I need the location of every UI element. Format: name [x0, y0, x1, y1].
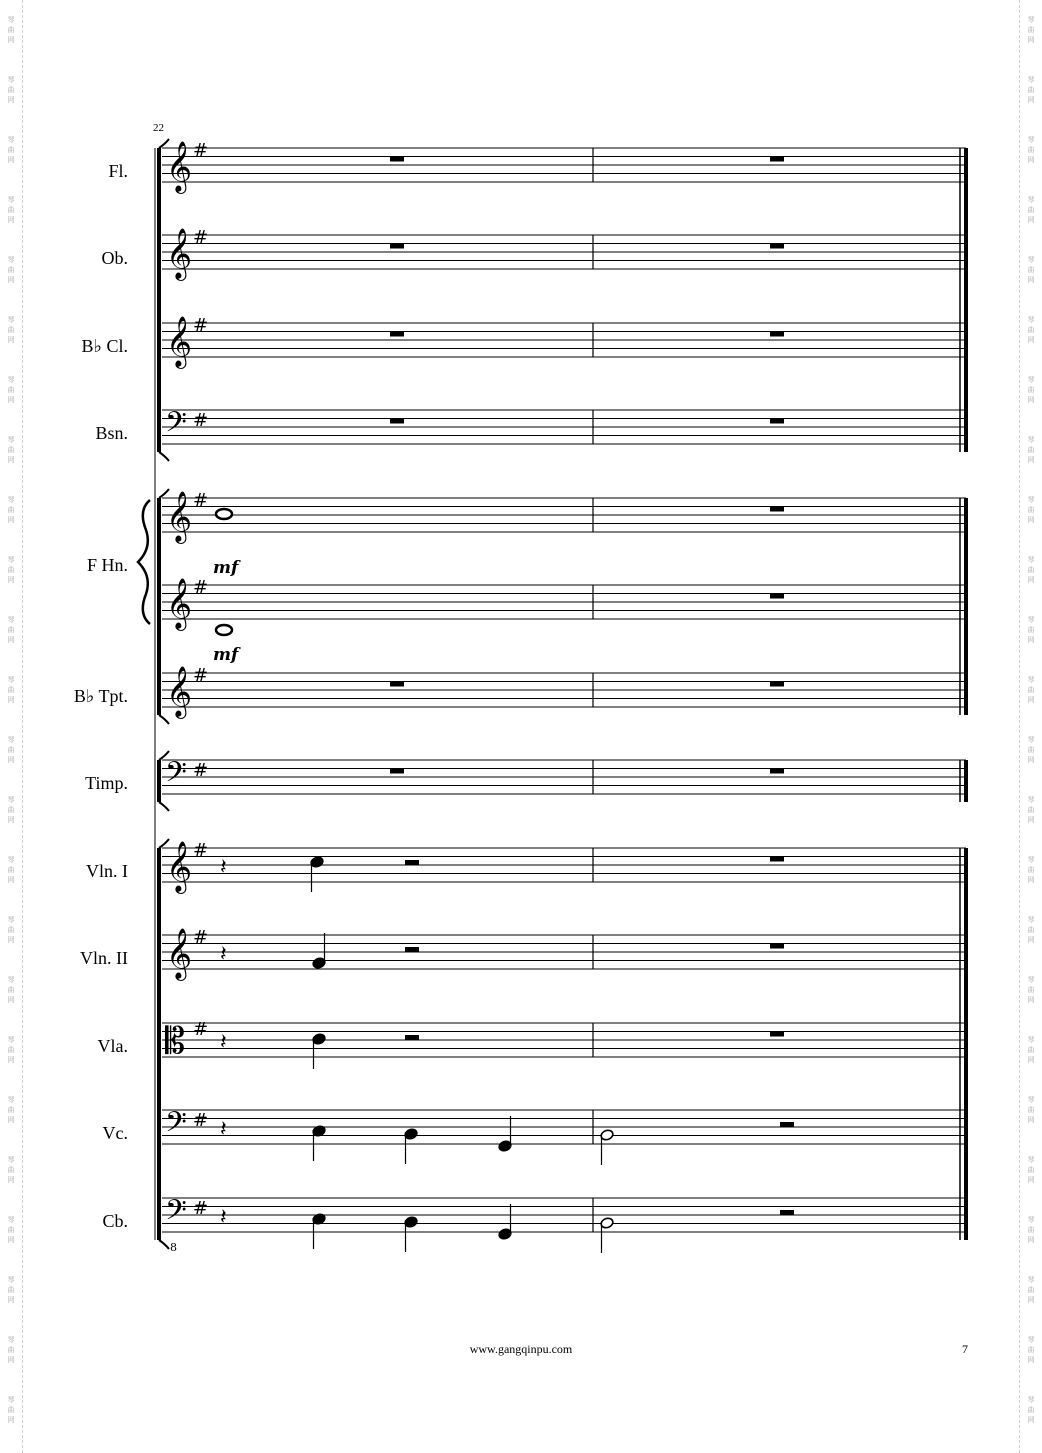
instrument-label-violin-2: Vln. II — [80, 948, 128, 968]
watermark-item: 琴 曲 网 — [7, 976, 15, 1004]
sharp-icon: # — [193, 1198, 209, 1219]
watermark-item: 琴 曲 网 — [7, 1156, 15, 1184]
sharp-icon: # — [193, 927, 209, 948]
watermark-item: 琴 曲 网 — [1027, 1276, 1035, 1304]
horn-brace — [138, 500, 150, 624]
watermark-item: 琴 曲 网 — [1027, 16, 1035, 44]
instrument-label-violin-1: Vln. I — [86, 861, 128, 881]
watermark-item: 琴 曲 网 — [7, 1276, 15, 1304]
watermark-item: 琴 曲 网 — [1027, 496, 1035, 524]
whole-rest — [770, 594, 784, 599]
instrument-label-timpani: Timp. — [85, 773, 128, 793]
horn-lower-whole-note — [216, 625, 232, 635]
half-rest — [780, 1210, 794, 1215]
quarter-rest-icon: 𝄽 — [220, 855, 227, 880]
whole-rest — [390, 244, 404, 249]
treble-clef-icon: 𝄞 — [166, 228, 193, 279]
watermark-item: 琴 曲 网 — [7, 736, 15, 764]
watermark-item: 琴 曲 网 — [7, 376, 15, 404]
timpani-bracket-hook — [159, 802, 169, 811]
watermark-item: 琴 曲 网 — [1027, 856, 1035, 884]
sharp-icon: # — [193, 577, 209, 598]
watermark-item: 琴 曲 网 — [1027, 1096, 1035, 1124]
woodwinds-bracket-hook — [159, 452, 169, 461]
watermark-item: 琴 曲 网 — [7, 556, 15, 584]
watermark-item: 琴 曲 网 — [7, 1396, 15, 1424]
watermark-item: 琴 曲 网 — [1027, 1216, 1035, 1244]
octave-marking: 8 — [170, 1241, 177, 1254]
whole-rest — [770, 419, 784, 424]
instrument-label-clarinet: B♭ Cl. — [81, 336, 128, 356]
sharp-icon: # — [193, 140, 209, 161]
strings-bracket-hook — [159, 1240, 169, 1249]
quarter-rest-icon: 𝄽 — [220, 1205, 227, 1230]
whole-rest — [770, 157, 784, 162]
watermark-item: 琴 曲 网 — [1027, 616, 1035, 644]
bass-clef-icon: 𝄢 — [165, 1106, 187, 1146]
watermark-item: 琴 曲 网 — [7, 856, 15, 884]
watermark-item: 琴 曲 网 — [1027, 256, 1035, 284]
watermark-item: 琴 曲 网 — [7, 616, 15, 644]
watermark-item: 琴 曲 网 — [7, 1216, 15, 1244]
sharp-icon: # — [193, 227, 209, 248]
whole-rest — [770, 857, 784, 862]
watermark-item: 琴 曲 网 — [7, 496, 15, 524]
watermark-item: 琴 曲 网 — [7, 1036, 15, 1064]
sharp-icon: # — [193, 1110, 209, 1131]
watermark-item: 琴 曲 网 — [1027, 436, 1035, 464]
treble-clef-icon: 𝄞 — [166, 841, 193, 892]
treble-clef-icon: 𝄞 — [166, 578, 193, 629]
sharp-icon: # — [193, 410, 209, 431]
whole-rest — [390, 682, 404, 687]
watermark-item: 琴 曲 网 — [1027, 556, 1035, 584]
instrument-label-viola: Vla. — [97, 1036, 128, 1056]
quarter-rest-icon: 𝄽 — [220, 1030, 227, 1055]
dynamic-mf-horn-upper: mf — [213, 558, 239, 578]
watermark-item: 琴 曲 网 — [7, 196, 15, 224]
watermark-item: 琴 曲 网 — [1027, 376, 1035, 404]
instrument-label-bassoon: Bsn. — [95, 423, 128, 443]
half-rest — [780, 1122, 794, 1127]
watermark-item: 琴 曲 网 — [7, 76, 15, 104]
bass-clef-icon: 𝄢 — [165, 406, 187, 446]
watermark-item: 琴 曲 网 — [1027, 1396, 1035, 1424]
watermark-item: 琴 曲 网 — [1027, 1036, 1035, 1064]
quarter-rest-icon: 𝄽 — [220, 942, 227, 967]
whole-rest — [770, 332, 784, 337]
watermark-item: 琴 曲 网 — [1027, 676, 1035, 704]
watermark-item: 琴 曲 网 — [1027, 916, 1035, 944]
watermark-item: 琴 曲 网 — [7, 316, 15, 344]
whole-rest — [770, 682, 784, 687]
page-number: 7 — [962, 1342, 968, 1356]
instrument-label-oboe: Ob. — [101, 248, 128, 268]
instrument-label-trumpet: B♭ Tpt. — [73, 686, 128, 706]
bass-clef-icon: 𝄢 — [165, 756, 187, 796]
sharp-icon: # — [193, 665, 209, 686]
bass-clef-icon: 𝄢 — [165, 1194, 187, 1234]
treble-clef-icon: 𝄞 — [166, 666, 193, 717]
treble-clef-icon: 𝄞 — [166, 316, 193, 367]
watermark-item: 琴 曲 网 — [1027, 1336, 1035, 1364]
sharp-icon: # — [193, 760, 209, 781]
watermark-item: 琴 曲 网 — [7, 16, 15, 44]
treble-clef-icon: 𝄞 — [166, 141, 193, 192]
alto-clef-icon: 𝄡 — [165, 1021, 186, 1062]
watermark-item: 琴 曲 网 — [1027, 796, 1035, 824]
sharp-icon: # — [193, 1019, 209, 1040]
watermark-item: 琴 曲 网 — [7, 136, 15, 164]
watermark-item: 琴 曲 网 — [7, 676, 15, 704]
whole-rest — [770, 244, 784, 249]
instrument-label-cello: Vc. — [102, 1123, 128, 1143]
whole-rest — [770, 944, 784, 949]
watermark-item: 琴 曲 网 — [1027, 736, 1035, 764]
watermark-item: 琴 曲 网 — [7, 916, 15, 944]
dynamic-mf-horn-lower: mf — [213, 645, 239, 665]
instrument-label-horn: F Hn. — [86, 555, 128, 575]
whole-rest — [770, 507, 784, 512]
sharp-icon: # — [193, 315, 209, 336]
treble-clef-icon: 𝄞 — [166, 928, 193, 979]
watermark-item: 琴 曲 网 — [1027, 196, 1035, 224]
half-rest — [405, 860, 419, 865]
half-rest — [405, 1035, 419, 1040]
measure-number: 22 — [153, 122, 164, 134]
instrument-label-contrabass: Cb. — [102, 1211, 128, 1231]
whole-rest — [770, 1032, 784, 1037]
instrument-label-flute: Fl. — [108, 161, 128, 181]
watermark-item: 琴 曲 网 — [1027, 316, 1035, 344]
watermark-item: 琴 曲 网 — [1027, 1156, 1035, 1184]
quarter-rest-icon: 𝄽 — [220, 1117, 227, 1142]
sharp-icon: # — [193, 840, 209, 861]
whole-rest — [390, 769, 404, 774]
sharp-icon: # — [193, 490, 209, 511]
whole-rest — [770, 769, 784, 774]
half-rest — [405, 947, 419, 952]
watermark-item: 琴 曲 网 — [7, 1096, 15, 1124]
watermark-item: 琴 曲 网 — [7, 796, 15, 824]
watermark-item: 琴 曲 网 — [1027, 136, 1035, 164]
watermark-item: 琴 曲 网 — [1027, 76, 1035, 104]
watermark-item: 琴 曲 网 — [7, 1336, 15, 1364]
whole-rest — [390, 419, 404, 424]
watermark-item: 琴 曲 网 — [7, 256, 15, 284]
whole-rest — [390, 157, 404, 162]
watermark-item: 琴 曲 网 — [1027, 976, 1035, 1004]
whole-rest — [390, 332, 404, 337]
watermark-item: 琴 曲 网 — [7, 436, 15, 464]
treble-clef-icon: 𝄞 — [166, 491, 193, 542]
footer-url: www.gangqinpu.com — [469, 1342, 573, 1356]
horn-upper-whole-note — [216, 509, 232, 519]
